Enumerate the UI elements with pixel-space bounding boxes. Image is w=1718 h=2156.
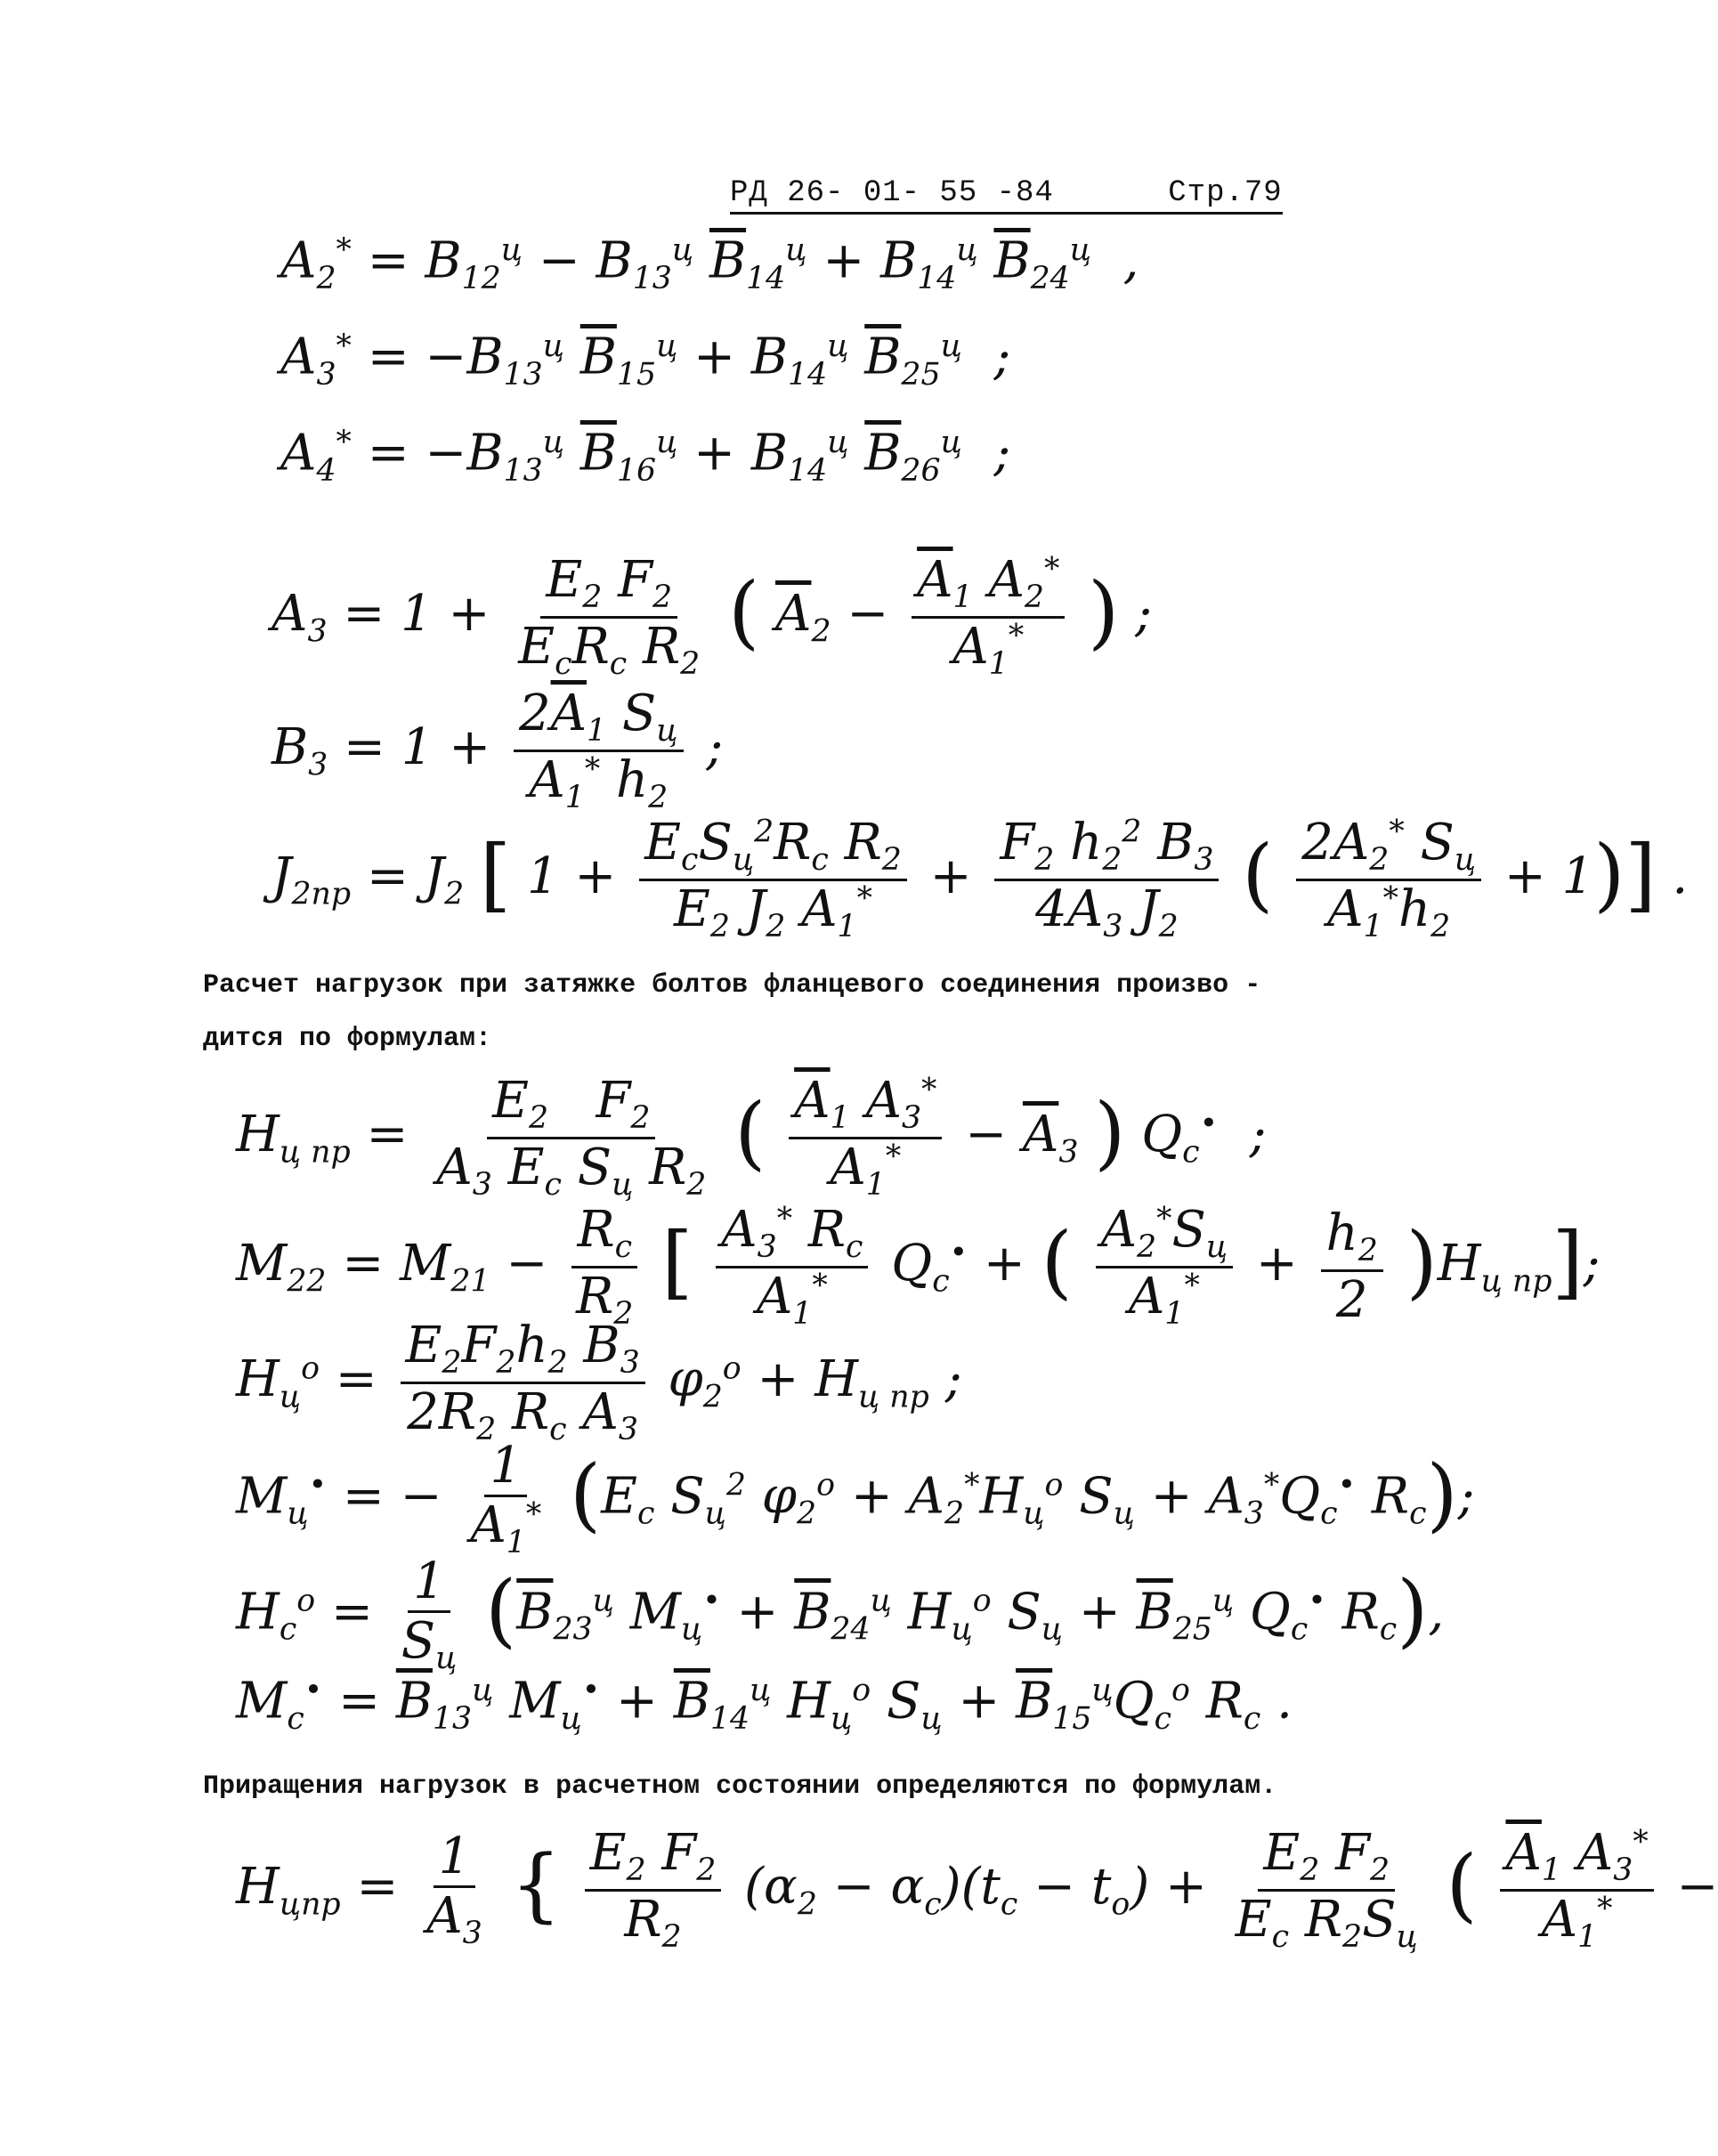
formula-h-cpr-increment: $H_{цпр}$ = $\frac{1}{A_3}$ { $\frac{E_2 F_2}{R_2}$ $(\alpha_2 - \alpha_c)(t_c - t_o)$ + $\frac{E_2 F_2}{E_c R_2S_ц}$ ( $\frac{\overline{A}_1 A_3^*}{A_1^*}$ − [236, 1824, 1718, 1956]
formula-m-c-star: $M_ц^•$ = − $\frac{1}{A_1^*}$ ($E_c$ $S_ц^2$ $\varphi_2^o + A_2^*H_ц^o$ $S_ц + A_3^*Q_c^•$ $R_c$); [236, 1437, 1475, 1561]
paragraph-1-line-2: дится по формулам: [203, 1024, 492, 1054]
page-header [730, 176, 1283, 215]
formula-a3-star: $A_3^* = -B_{13}^ц$ $\overline{B}_{15}^ц + B_{14}^ц$ $\overline{B}_{25}^ц$ ; [280, 328, 1011, 393]
formula-m22: $M_{22} = M_{21}$ − $\frac{R_c}{R_2}$ [ $\frac{A_3^* R_c}{A_1^*}$ $Q_c^•$ + ( $\frac{A_2^*S_ц}{A_1^*}$ + $\frac{h_2}{2}$ )$H_{ц пр}$]; [236, 1201, 1600, 1333]
formula-a4-star: $A_4^* = -B_{13}^ц$ $\overline{B}_{16}^ц + B_{14}^ц$ $\overline{B}_{26}^ц$ ; [280, 424, 1011, 489]
formula-j2pr: $J_{2пр} = J_2$ [ 1 + $\frac{E_cS_ц^2R_c R_2}{E_2 J_2 A_1^*}$ + $\frac{F_2 h_2^2 B_3}{4A_3 J_2}$ ( $\frac{2A_2^* S_ц}{A_1^*h_2}$ + 1)] . [271, 814, 1689, 945]
formula-b3: $B_3 = 1$ + $\frac{2\overline{A}_1 S_ц}{A_1^* h_2}$ ; [271, 685, 724, 816]
formula-h-c0: $H_ц^o$ = $\frac{E_2F_2h_2 B_3}{2R_2 R_c A_3}$ $\varphi_2^o + H_{ц пр}$ ; [236, 1317, 962, 1448]
paragraph-1-line-1: Расчет нагрузок при затяжке болтов фланцевого соединения произво - [203, 970, 1261, 1001]
page-number: Стр.79 [1168, 176, 1283, 210]
formula-h-c-dot: $H_c^o$ = $\frac{1}{S_ц}$ ($\overline{B}_{23}^ц$ $M_ц^• + \overline{B}_{24}^ц$ $H_ц^o$ $S_ц + \overline{B}_{25}^ц$ $Q_c^•$ $R_c$), [236, 1552, 1445, 1677]
formula-h-cpr: $H_{ц пр}$ = $\frac{E_2 F_2}{A_3 E_c S_ц R_2}$ ( $\frac{\overline{A}_1 A_3^*}{A_1^*}$ − $\overline{A}_3$ ) $Q_c^•$ ; [236, 1072, 1267, 1204]
formula-a3: $A_3 = 1$ + $\frac{E_2 F_2}{E_cR_c R_2}$ ( $\overline{A}_2$ − $\frac{\overline{A}_1 A_2^*}{A_1^*}$ ) ; [271, 551, 1152, 683]
paragraph-2: Приращения нагрузок в расчетном состоянии определяются по формулам. [203, 1771, 1277, 1802]
doc-code: РД 26- 01- 55 -84 [730, 176, 1054, 210]
formula-m-c-dot: $M_c^• = \overline{B}_{13}^ц$ $M_ц^• + \overline{B}_{14}^ц$ $H_ц^o$ $S_ц + \overline{B}_{15}^цQ_c^o$ $R_c$ . [236, 1672, 1293, 1737]
formula-a2-star: $A_2^* = B_{12}^ц - B_{13}^ц$ $\overline{B}_{14}^ц + B_{14}^ц$ $\overline{B}_{24}^ц$ , [280, 231, 1139, 296]
